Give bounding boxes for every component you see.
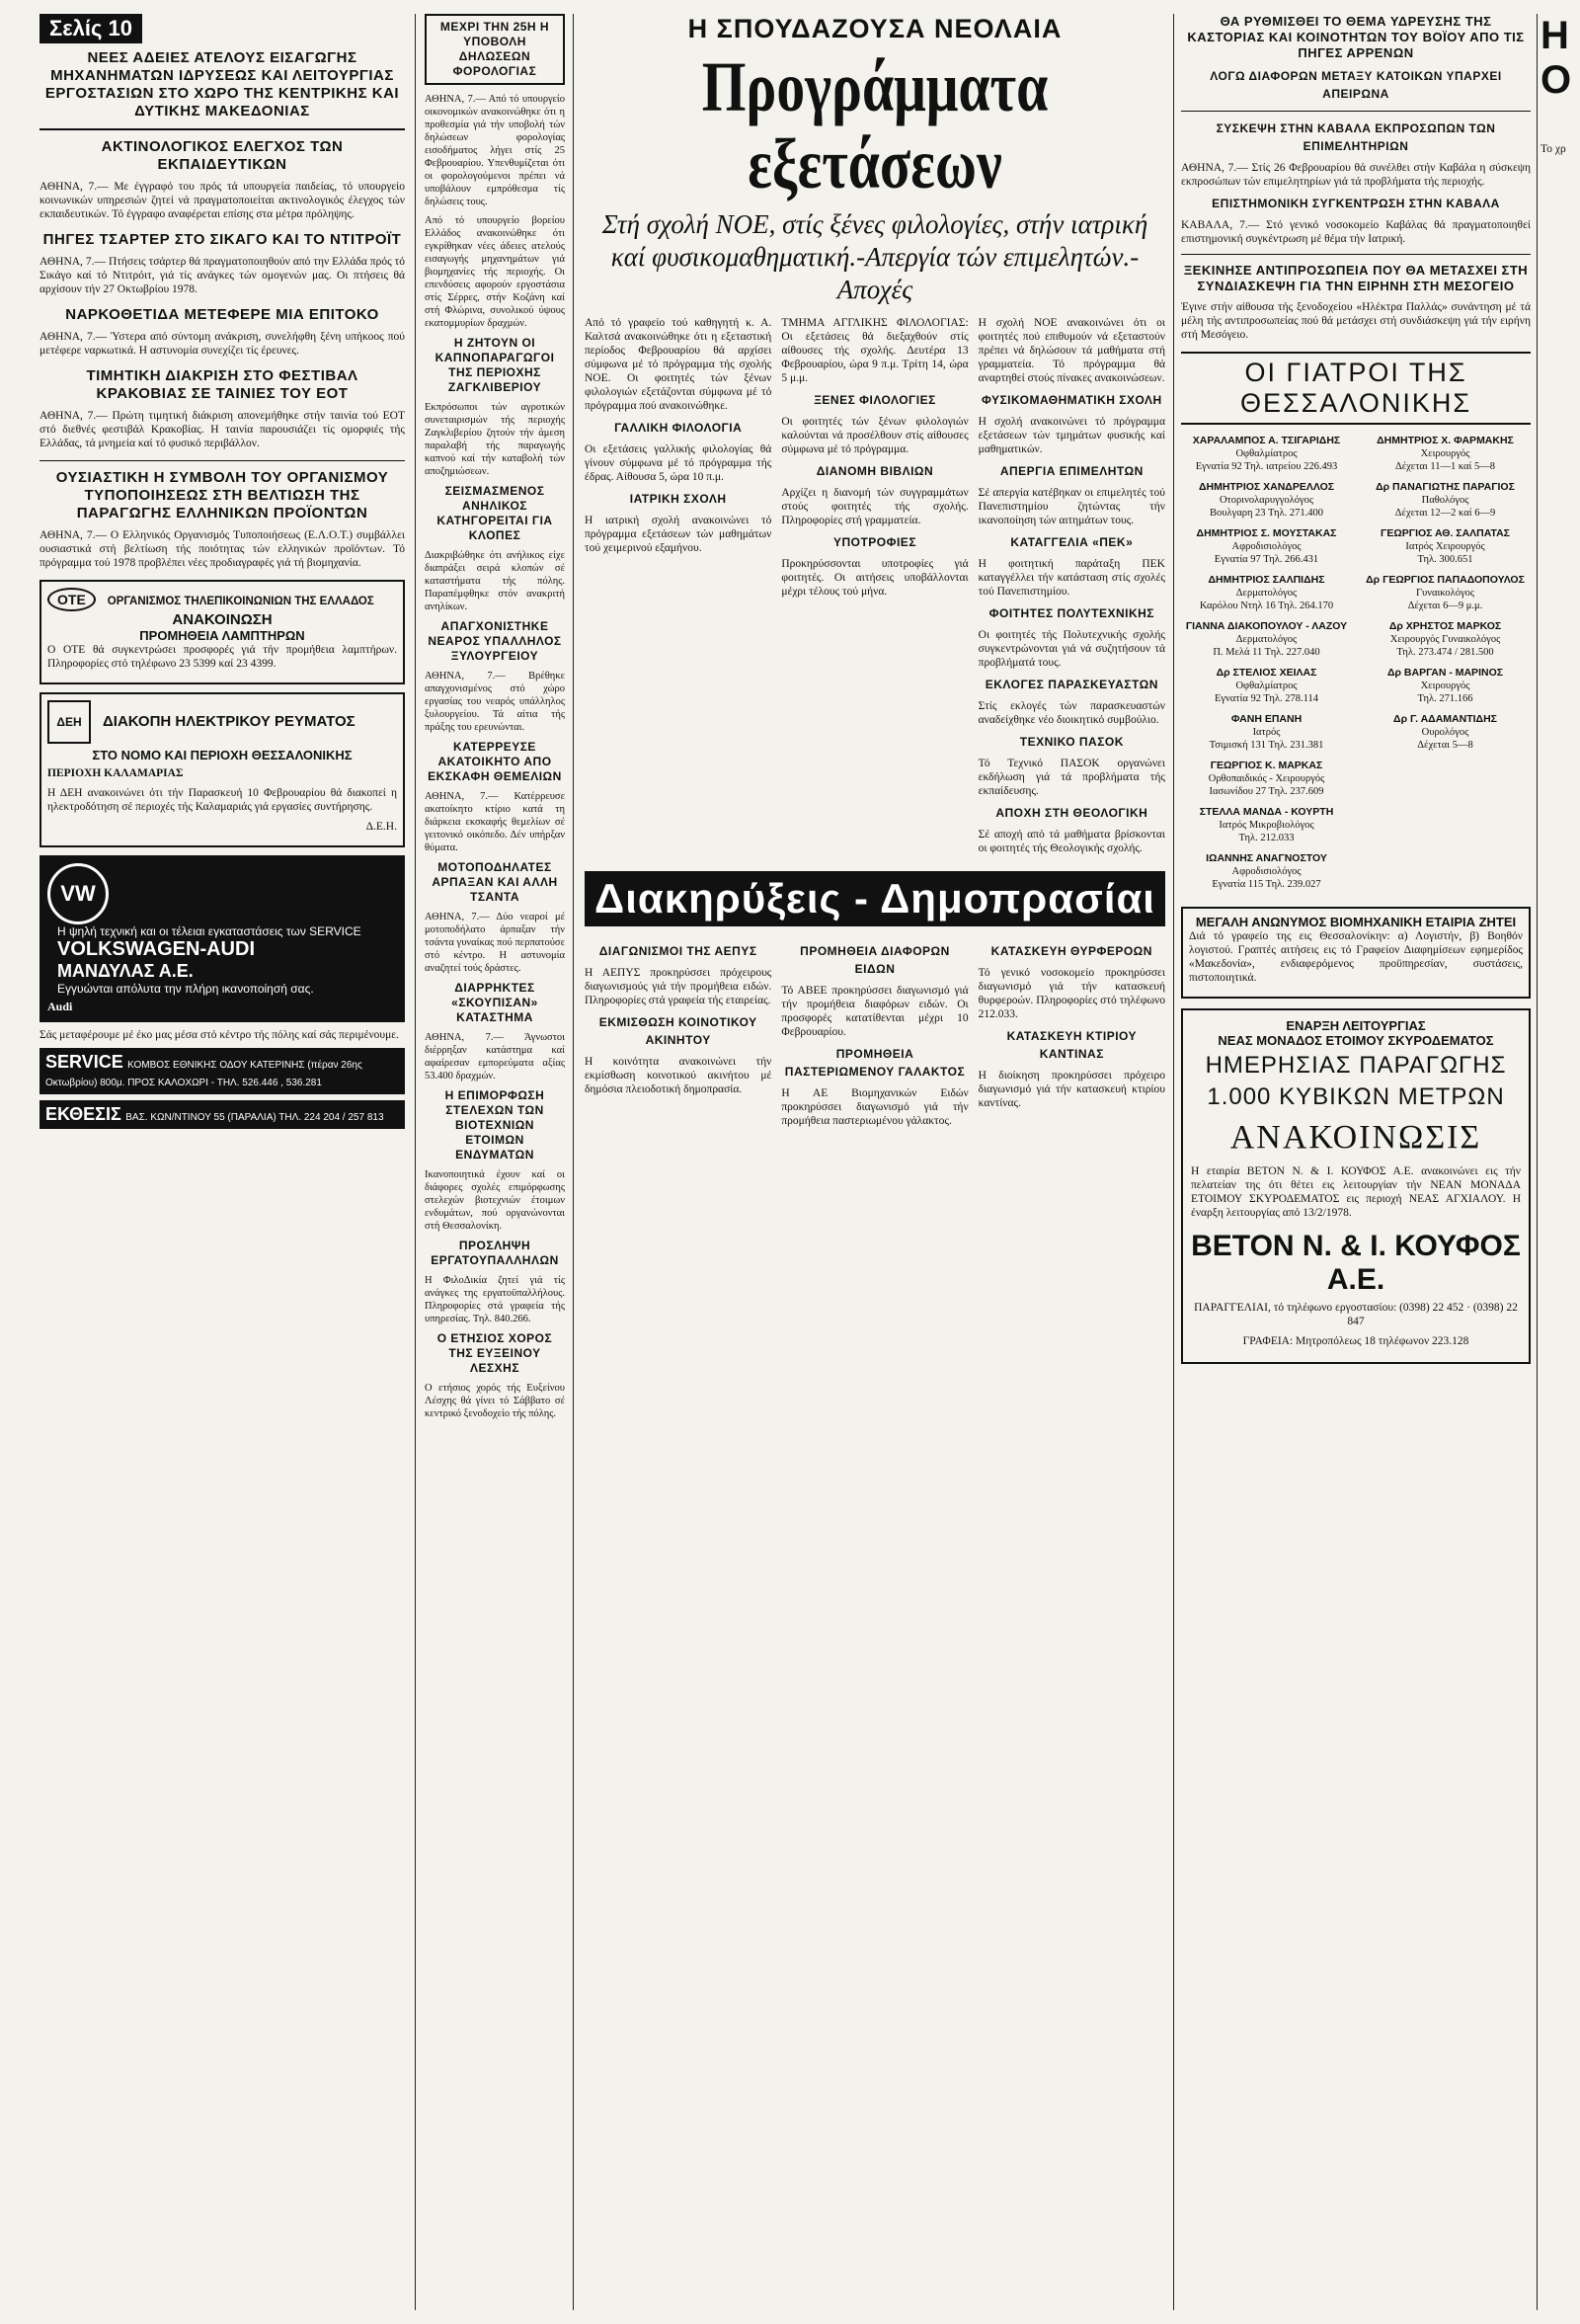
doctor-name: Δρ ΓΕΩΡΓΙΟΣ ΠΑΠΑΔΟΠΟΥΛΟΣ: [1366, 574, 1525, 586]
tenders-banner: Διακηρύξεις - Δημοπρασίαι: [585, 871, 1165, 926]
ote-logo: ΟΤΕ: [47, 588, 96, 611]
doctor-spec: Ιατρός Χειρουργός: [1405, 541, 1485, 552]
doctor-name: ΣΤΕΛΛΑ ΜΑΝΔΑ - ΚΟΥΡΤΗ: [1199, 806, 1334, 818]
doctor-listing: [1181, 667, 1352, 705]
column-divider: [415, 14, 416, 2310]
doctors-title: ΟΙ ΓΙΑΤΡΟΙ ΤΗΣ ΘΕΣΣΑΛΟΝΙΚΗΣ: [1181, 352, 1531, 425]
doctor-listing: [1360, 620, 1531, 659]
doctor-info: Τηλ. 271.166: [1417, 693, 1473, 704]
column-center: [585, 14, 1165, 2310]
doctor-spec: Αφροδισιολόγος: [1231, 541, 1302, 552]
doctor-listing: [1181, 806, 1352, 844]
doctor-listing: [1181, 435, 1352, 473]
service-bar: SERVICE ΚΟΜΒΟΣ ΕΘΝΙΚΗΣ ΟΔΟΥ ΚΑΤΕΡΙΝΗΣ (πέραν 26ης Οκτωβρίου) 800μ. ΠΡΟΣ ΚΑΛΟΧΩΡΙ - ΤΗΛ. 526.446 , 536.281: [40, 1048, 405, 1094]
doctor-name: Δρ ΒΑΡΓΑΝ - ΜΑΡΙΝΟΣ: [1386, 667, 1504, 679]
doctor-name: ΔΗΜΗΤΡΙΟΣ ΧΑΝΔΡΕΛΛΟΣ: [1198, 481, 1335, 493]
doctor-info: Εγνατία 92 Τηλ. 278.114: [1215, 693, 1318, 704]
doctor-name: ΓΕΩΡΓΙΟΣ ΑΘ. ΣΑΛΠΑΤΑΣ: [1381, 527, 1510, 539]
next-page-edge: Η Ο Το χρ: [1540, 14, 1572, 155]
article: ΠΗΓΕΣ ΤΣΑΡΤΕΡ ΣΤΟ ΣΙΚΑΓΟ ΚΑΙ ΤΟ ΝΤΙΤΡΟΪΤ ΑΘΗΝΑ, 7.— Πτήσεις τσάρτερ θά πραγματοποιηθούν από την Ελλάδα πρός τό Σικάγο καί τό Ντιτρόιτ, γιά τίς ανάγκες τών ομογενών μας. Οι πτήσεις θά αρχίσουν τήν 27 Οκτωβρίου 1978.: [40, 231, 405, 295]
doctor-listing: [1360, 527, 1531, 566]
doctor-name: Δρ ΧΡΗΣΤΟΣ ΜΑΡΚΟΣ: [1388, 620, 1502, 632]
column-divider: [1173, 14, 1174, 2310]
doctor-listing: [1181, 481, 1352, 520]
doctor-listing: [1181, 760, 1352, 798]
doctor-spec: Οτορινολαρυγγολόγος: [1219, 495, 1314, 506]
doctor-spec: Δερματολόγος: [1235, 588, 1298, 599]
dei-ad: ΔΕΗ ΔΙΑΚΟΠΗ ΗΛΕΚΤΡΙΚΟΥ ΡΕΥΜΑΤΟΣ ΣΤΟ ΝΟΜΟ ΚΑΙ ΠΕΡΙΟΧΗ ΘΕΣΣΑΛΟΝΙΚΗΣ ΠΕΡΙΟΧΗ ΚΑΛΑΜΑΡΙΑΣ Η ΔΕΗ ανακοινώνει ότι τήν Παρασκευή 10 Φεβρουαρίου θά διακοπεί η ηλεκτροδότηση σέ περιοχές τής Καλαμαριάς γιά εργασίες συντήρησης. Δ.Ε.Η.: [40, 692, 405, 847]
doctor-spec: Γυναικολόγος: [1415, 588, 1475, 599]
kicker: Η ΣΠΟΥΔΑΖΟΥΣΑ ΝΕΟΛΑΙΑ: [687, 14, 1063, 43]
section-badge: Σελίς 10: [40, 14, 142, 43]
article: ΑΚΤΙΝΟΛΟΓΙΚΟΣ ΕΛΕΓΧΟΣ ΤΩΝ ΕΚΠΑΙΔΕΥΤΙΚΩΝ ΑΘΗΝΑ, 7.— Με έγγραφό του πρός τά υπουργεία παιδείας, τό υπουργείο κοινωνικών υπηρεσιών ζητεί νά πραγματοποιείται ακτινολογικός έλεγχος τών εκπαιδευτικών. Τό έγγραφο αναφέρεται επίσης στα μέτρα πρόληψης.: [40, 138, 405, 220]
doctor-listing: [1181, 852, 1352, 891]
doctor-name: ΧΑΡΑΛΑΜΠΟΣ Α. ΤΣΙΓΑΡΙΔΗΣ: [1192, 435, 1341, 446]
doctor-listing: [1360, 713, 1531, 752]
doctors-directory: [1181, 435, 1531, 899]
doctor-info: Δέχεται 5—8: [1417, 740, 1473, 751]
doctor-name: ΓΕΩΡΓΙΟΣ Κ. ΜΑΡΚΑΣ: [1210, 760, 1323, 771]
doctor-name: Δρ ΠΑΝΑΓΙΩΤΗΣ ΠΑΡΑΓΙΟΣ: [1376, 481, 1515, 493]
column-second: ΜΕΧΡΙ ΤΗΝ 25Η Η ΥΠΟΒΟΛΗ ΔΗΛΩΣΕΩΝ ΦΟΡΟΛΟΓΙΑΣ ΑΘΗΝΑ, 7.— Από τό υπουργείο οικονομικών ανακοινώθηκε ότι η προθεσμία γιά τήν υποβολή τών δηλώσεων φορολογίας εισοδήματος λήγει στίς 25 Φεβρουαρίου. Υπενθυμίζεται ότι οι φορολογούμενοι πρέπει νά υποβάλουν εμπρόθεσμα τίς δηλώσεις τους. Από τό υπουργείο βορείου Ελλάδος ανακοινώθηκε ότι εγκρίθηκαν νέες άδειες ατελούς εισαγωγής μηχανημάτων γιά βιομηχανίες τής περιοχής. Οι επενδύσεις αφορούν εργοστάσια στίς Σέρρες, στήν Κοζάνη καί στή Φλώρινα, συνολικού ύψους εκατομμυρίων δραχμών. Η ΖΗΤΟΥΝ ΟΙ ΚΑΠΝΟΠΑΡΑΓΩΓΟΙ ΤΗΣ ΠΕΡΙΟΧΗΣ ΖΑΓΚΛΙΒΕΡΙΟΥ Εκπρόσωποι τών αγροτικών συνεταιρισμών τής περιοχής Ζαγκλιβερίου ζητούν τήν άμεση παραλαβή τής παραγωγής καπνού καί τήν καταβολή τών αποζημιώσεων. ΣΕΙΣΜΑΣΜΕΝΟΣ ΑΝΗΛΙΚΟΣ ΚΑΤΗΓΟΡΕΙΤΑΙ ΓΙΑ ΚΛΟΠΕΣ Διακριβώθηκε ότι ανήλικος είχε διαπράξει σειρά κλοπών σέ καταστήματα τής πόλης. Παραπέμφθηκε στόν ανακριτή ανηλίκων. ΑΠΑΓΧΟΝΙΣΤΗΚΕ ΝΕΑΡΟΣ ΥΠΑΛΛΗΛΟΣ ΞΥΛΟΥΡΓΕΙΟΥ ΑΘΗΝΑ, 7.— Βρέθηκε απαγχονισμένος στό χώρο εργασίας του νεαρός υπάλληλος ξυλουργείου. Τά αίτια τής πράξης του ερευνώνται. ΚΑΤΕΡΡΕΥΣΕ ΑΚΑΤΟΙΚΗΤΟ ΑΠΟ ΕΚΣΚΑΦΗ ΘΕΜΕΛΙΩΝ ΑΘΗΝΑ, 7.— Κατέρρευσε ακατοίκητο κτίριο κατά τη διάρκεια εκσκαφής θεμελίων σέ γειτονικό οικόπεδο. Δέν υπήρξαν θύματα. ΜΟΤΟΠΟΔΗΛΑΤΕΣ ΑΡΠΑΞΑΝ ΚΑΙ ΑΛΛΗ ΤΣΑΝΤΑ ΑΘΗΝΑ, 7.— Δύο νεαροί μέ μοτοποδήλατο άρπαξαν τήν τσάντα γυναίκας πού περπατούσε στό κέντρο. Η αστυνομία αναζητεί τούς δράστες. ΔΙΑΡΡΗΚΤΕΣ «ΣΚΟΥΠΙΣΑΝ» ΚΑΤΑΣΤΗΜΑ ΑΘΗΝΑ, 7.— Άγνωστοι διέρρηξαν κατάστημα καί αφαίρεσαν εμπορεύματα αξίας 53.400 δραχμών. Η ΕΠΙΜΟΡΦΩΣΗ ΣΤΕΛΕΧΩΝ ΤΩΝ ΒΙΟΤΕΧΝΙΩΝ ΕΤΟΙΜΩΝ ΕΝΔΥΜΑΤΩΝ Ικανοποιητικά έχουν καί οι διάφορες σχολές επιμόρφωσης στελεχών βιοτεχνιών έτοιμων ενδυμάτων, πού οργανώνονται στή Θεσσαλονίκη. ΠΡΟΣΛΗΨΗ ΕΡΓΑΤΟΥΠΑΛΛΗΛΩΝ Η ΦιλοΔικία ζητεί γιά τίς ανάγκες της εργατοϋπαλλήλους. Πληροφορίες στά γραφεία τής υπηρεσίας. Τηλ. 840.266. Ο ΕΤΗΣΙΟΣ ΧΟΡΟΣ ΤΗΣ ΕΥΞΕΙΝΟΥ ΛΕΣΧΗΣ Ο ετήσιος χορός τής Ευξείνου Λέσχης θά γίνει τό Σάββατο σέ κεντρικό ξενοδοχείο τής πόλης.: [425, 14, 565, 2310]
doctor-info: Δέχεται 6—9 μ.μ.: [1407, 601, 1483, 611]
doctor-name: ΓΙΑΝΝΑ ΔΙΑΚΟΠΟΥΛΟΥ - ΛΑΖΟΥ: [1185, 620, 1348, 632]
tenders: ΔΙΑΓΩΝΙΣΜΟΙ ΤΗΣ ΑΕΠΥΣ Η ΑΕΠΥΣ προκηρύσσει πρόχειρους διαγωνισμούς γιά τήν προμήθεια ειδών. Πληροφορίες στά γραφεία τής εταιρείας. ΕΚΜΙΣΘΩΣΗ ΚΟΙΝΟΤΙΚΟΥ ΑΚΙΝΗΤΟΥ Η κοινότητα ανακοινώνει τήν εκμίσθωση κοινοτικού ακινήτου μέ δημόσια πλειοδοτική δημοπρασία. ΠΡΟΜΗΘΕΙΑ ΔΙΑΦΟΡΩΝ ΕΙΔΩΝ Τό ΑΒΕΕ προκηρύσσει διαγωνισμό γιά τήν προμήθεια διαφόρων ειδών. Οι προσφορές κατατίθενται μέχρι 10 Φεβρουαρίου. ΠΡΟΜΗΘΕΙΑ ΠΑΣΤΕΡΙΩΜΕΝΟΥ ΓΑΛΑΚΤΟΣ Η ΑΕ Βιομηχανικών Ειδών προκηρύσσει διαγωνισμό γιά τήν προμήθεια παστεριωμένου γάλακτος. ΚΑΤΑΣΚΕΥΗ ΘΥΡΦΕΡΟΩΝ Τό γενικό νοσοκομείο προκηρύσσει διαγωνισμό γιά τήν κατασκευή θυρφεροών. Πληροφορίες στό τηλέφωνο 212.033. ΚΑΤΑΣΚΕΥΗ ΚΤΙΡΙΟΥ ΚΑΝΤΙΝΑΣ Η διοίκηση προκηρύσσει πρόχειρο διαγωνισμό γιά τήν κατασκευή κτιρίου καντίνας.: [585, 944, 1165, 1127]
doctor-spec: Αφροδισιολόγος: [1231, 866, 1302, 877]
doctor-listing: [1181, 574, 1352, 612]
doctor-info: Τηλ. 273.474 / 281.500: [1396, 647, 1494, 658]
doctor-spec: Χειρουργός: [1420, 448, 1470, 459]
job-ad: ΜΕΓΑΛΗ ΑΝΩΝΥΜΟΣ ΒΙΟΜΗΧΑΝΙΚΗ ΕΤΑΙΡΙΑ ΖΗΤΕΙ Διά τό γραφείο της εις Θεσσαλονίκην: α) Λογιστήν, β) Βοηθόν λογιστού. Γραπτές αιτήσεις εις τό Γραφείον Διαφημίσεων εφημερίδος «Μακεδονία», ενδιαφερόμενος προϋπηρεσίαν, συστάσεις, πιστοποιητικά.: [1181, 907, 1531, 999]
doctor-info: Εγνατία 97 Τηλ. 266.431: [1214, 554, 1319, 565]
article: ΤΙΜΗΤΙΚΗ ΔΙΑΚΡΙΣΗ ΣΤΟ ΦΕΣΤΙΒΑΛ ΚΡΑΚΟΒΙΑΣ ΣΕ ΤΑΙΝΙΕΣ ΤΟΥ ΕΟΤ ΑΘΗΝΑ, 7.— Πρώτη τιμητική διάκριση απονεμήθηκε στήν ταινία τού ΕΟΤ στό διεθνές φεστιβάλ Κρακοβίας. Η ταινία παρουσιάζει τίς ομορφιές τής Ελλάδας, τά μνημεία καί τό φυσικό περιβάλλον.: [40, 367, 405, 449]
main-headline: Προγράμματα εξετάσεων: [701, 47, 1049, 203]
doctor-listing: [1181, 527, 1352, 566]
dei-logo: ΔΕΗ: [47, 700, 91, 744]
doctor-name: ΔΗΜΗΤΡΙΟΣ ΣΑΛΠΙΔΗΣ: [1208, 574, 1325, 586]
doctor-spec: Ορθοπαιδικός - Χειρουργός: [1208, 773, 1325, 784]
column-left: Σελίς 10 ΝΕΕΣ ΑΔΕΙΕΣ ΑΤΕΛΟΥΣ ΕΙΣΑΓΩΓΗΣ ΜΗΧΑΝΗΜΑΤΩΝ ΙΔΡΥΣΕΩΣ ΚΑΙ ΛΕΙΤΟΥΡΓΙΑΣ ΕΡΓΟΣΤΑΣΙΩΝ ΣΤΟ ΧΩΡΟ ΤΗΣ ΚΕΝΤΡΙΚΗΣ ΚΑΙ ΔΥΤΙΚΗΣ ΜΑΚΕΔΟΝΙΑΣ ΑΚΤΙΝΟΛΟΓΙΚΟΣ ΕΛΕΓΧΟΣ ΤΩΝ ΕΚΠΑΙΔΕΥΤΙΚΩΝ ΑΘΗΝΑ, 7.— Με έγγραφό του πρός τά υπουργεία παιδείας, τό υπουργείο κοινωνικών υπηρεσιών ζητεί νά πραγματοποιείται ακτινολογικός έλεγχος τών εκπαιδευτικών. Τό έγγραφο αναφέρεται επίσης στα μέτρα πρόληψης. ΠΗΓΕΣ ΤΣΑΡΤΕΡ ΣΤΟ ΣΙΚΑΓΟ ΚΑΙ ΤΟ ΝΤΙΤΡΟΪΤ ΑΘΗΝΑ, 7.— Πτήσεις τσάρτερ θά πραγματοποιηθούν από την Ελλάδα πρός τό Σικάγο καί τό Ντιτρόιτ, γιά τίς ανάγκες τών ομογενών μας. Οι πτήσεις θά αρχίσουν τήν 27 Οκτωβρίου 1978. ΝΑΡΚΟΘΕΤΙΔΑ ΜΕΤΕΦΕΡΕ ΜΙΑ ΕΠΙΤΟΚΟ ΑΘΗΝΑ, 7.— Ύστερα από σύντομη ανάκριση, συνελήφθη ξένη υπήκοος πού μετέφερε ναρκωτικά. Η αστυνομία συνεχίζει τίς έρευνες. ΤΙΜΗΤΙΚΗ ΔΙΑΚΡΙΣΗ ΣΤΟ ΦΕΣΤΙΒΑΛ ΚΡΑΚΟΒΙΑΣ ΣΕ ΤΑΙΝΙΕΣ ΤΟΥ ΕΟΤ ΑΘΗΝΑ, 7.— Πρώτη τιμητική διάκριση απονεμήθηκε στήν ταινία τού ΕΟΤ στό διεθνές φεστιβάλ Κρακοβίας. Η ταινία παρουσιάζει τίς ομορφιές τής Ελλάδας, τά μνημεία καί τό φυσικό περιβάλλον. ΟΥΣΙΑΣΤΙΚΗ Η ΣΥΜΒΟΛΗ ΤΟΥ ΟΡΓΑΝΙΣΜΟΥ ΤΥΠΟΠΟΙΗΣΕΩΣ ΣΤΗ ΒΕΛΤΙΩΣΗ ΤΗΣ ΠΑΡΑΓΩΓΗΣ ΕΛΛΗΝΙΚΩΝ ΠΡΟΪΟΝΤΩΝ ΑΘΗΝΑ, 7.— Ο Ελληνικός Οργανισμός Τυποποιήσεως (Ε.Λ.Ο.Τ.) συμβάλλει ουσιαστικά στή βελτίωση τής ποιότητας τών ελληνικών προϊόντων. Τό πρόγραμμα τού 1978 προβλέπει νέες προδιαγραφές γιά τή βιομηχανία. ΟΤΕ ΟΡΓΑΝΙΣΜΟΣ ΤΗΛΕΠΙΚΟΙΝΩΝΙΩΝ ΤΗΣ ΕΛΛΑΔΟΣ ΑΝΑΚΟΙΝΩΣΗ ΠΡΟΜΗΘΕΙΑ ΛΑΜΠΤΗΡΩΝ Ο ΟΤΕ θά συγκεντρώσει προσφορές γιά τήν προμήθεια λαμπτήρων. Πληροφορίες στό τηλέφωνο 23 5399 καί 23 4399. ΔΕΗ ΔΙΑΚΟΠΗ ΗΛΕΚΤΡΙΚΟΥ ΡΕΥΜΑΤΟΣ ΣΤΟ ΝΟΜΟ ΚΑΙ ΠΕΡΙΟΧΗ ΘΕΣΣΑΛΟΝΙΚΗΣ ΠΕΡΙΟΧΗ ΚΑΛΑΜΑΡΙΑΣ Η ΔΕΗ ανακοινώνει ότι τήν Παρασκευή 10 Φεβρουαρίου θά διακοπεί η ηλεκτροδότηση σέ περιοχές τής Καλαμαριάς γιά εργασίες συντήρησης. Δ.Ε.Η. VW Η ψηλή τεχνική και οι τέλειαι εγκαταστάσεις των SERVICE VOLKSWAGEN-AUDI ΜΑΝΔΥΛΑΣ Α.Ε. Εγγυώνται απόλυτα την πλήρη ικανοποίησή σας. Audi Σάς μεταφέρουμε μέ έκο μας μέσα στό κέντρο τής πόλης καί σάς περιμένουμε. SERVICE ΚΟΜΒΟΣ ΕΘΝΙΚΗΣ ΟΔΟΥ ΚΑΤΕΡΙΝΗΣ (πέραν 26ης Οκτωβρίου) 800μ. ΠΡΟΣ ΚΑΛΟΧΩΡΙ - ΤΗΛ. 526.446 , 536.281 ΕΚΘΕΣΙΣ ΒΑΣ. ΚΩΝ/ΝΤΙΝΟΥ 55 (ΠΑΡΑΛΙΑ) ΤΗΛ. 224 204 / 257 813: [40, 14, 405, 2310]
concrete-ad: ΕΝΑΡΞΗ ΛΕΙΤΟΥΡΓΙΑΣ ΝΕΑΣ ΜΟΝΑΔΟΣ ΕΤΟΙΜΟΥ ΣΚΥΡΟΔΕΜΑΤΟΣ ΗΜΕΡΗΣΙΑΣ ΠΑΡΑΓΩΓΗΣ 1.000 ΚΥΒΙΚΩΝ ΜΕΤΡΩΝ ΑΝΑΚΟΙΝΩΣΙΣ Η εταιρία ΒΕΤΟΝ Ν. & Ι. ΚΟΥΦΟΣ Α.Ε. ανακοινώνει εις τήν πελατείαν της ότι θέτει εις λειτουργίαν τήν ΝΕΑΝ ΜΟΝΑΔΑ ΕΤΟΙΜΟΥ ΣΚΥΡΟΔΕΜΑΤΟΣ εις περιοχή ΝΕΑΣ ΑΓΧΙΑΛΟΥ. Η έναρξη λειτουργίας από 13/2/1978. ΒΕΤΟΝ Ν. & Ι. ΚΟΥΦΟΣ Α.Ε. ΠΑΡΑΓΓΕΛΙΑΙ, τό τηλέφωνο εργοστασίου: (0398) 22 452 · (0398) 22 847 ΓΡΑΦΕΙΑ: Μητροπόλεως 18 τηλέφωνον 223.128: [1181, 1008, 1531, 1364]
doctor-spec: Ιατρός Μικροβιολόγος: [1219, 820, 1314, 831]
doctor-listing: [1360, 574, 1531, 612]
doctor-name: ΔΗΜΗΤΡΙΟΣ Χ. ΦΑΡΜΑΚΗΣ: [1377, 435, 1514, 446]
doctor-spec: Ουρολόγος: [1421, 727, 1469, 738]
doctor-info: Ιασωνίδου 27 Τηλ. 237.609: [1209, 786, 1324, 797]
doctor-spec: Χειρουργός Γυναικολόγος: [1389, 634, 1501, 645]
audi-logo: Audi: [47, 1000, 73, 1013]
doctor-info: Βουλγαρη 23 Τηλ. 271.400: [1210, 508, 1323, 519]
doctor-info: Εγνατία 115 Τηλ. 239.027: [1212, 879, 1321, 890]
doctor-name: ΙΩΑΝΝΗΣ ΑΝΑΓΝΟΣΤΟΥ: [1206, 852, 1327, 864]
doctor-name: ΔΗΜΗΤΡΙΟΣ Σ. ΜΟΥΣΤΑΚΑΣ: [1196, 527, 1337, 539]
vw-logo: VW: [47, 863, 109, 924]
center-article: Από τό γραφείο τού καθηγητή κ. Α. Καλτσά ανακοινώθηκε ότι η εξεταστική περίοδος Φεβρουαρίου θά αρχίσει σύμφωνα μέ τό πρόγραμμα τής σχολής ΝΟΕ. Οι φοιτητές τών ξένων φιλολογιών εξετάζονται σύμφωνα μέ τό πρόγραμμα πού ανακοινώθηκε. ΓΑΛΛΙΚΗ ΦΙΛΟΛΟΓΙΑ Οι εξετάσεις γαλλικής φιλολογίας θά γίνουν σύμφωνα μέ τό πρόγραμμα τής έδρας. Αίθουσα 5, ώρα 10 π.μ. ΙΑΤΡΙΚΗ ΣΧΟΛΗ Η ιατρική σχολή ανακοινώνει τό πρόγραμμα εξετάσεων τών μαθημάτων τού χειμερινού εξαμήνου. ΤΜΗΜΑ ΑΓΓΛΙΚΗΣ ΦΙΛΟΛΟΓΙΑΣ: Οι εξετάσεις θά διεξαχθούν στίς αίθουσες τής σχολής. Δευτέρα 13 Φεβρουαρίου, ώρα 9 π.μ. Τρίτη 14, ώρα 5 μ.μ. ΞΕΝΕΣ ΦΙΛΟΛΟΓΙΕΣ Οι φοιτητές τών ξένων φιλολογιών καλούνται νά προσέλθουν στίς αίθουσες σύμφωνα μέ τό πρόγραμμα. ΔΙΑΝΟΜΗ ΒΙΒΛΙΩΝ Αρχίζει η διανομή τών συγγραμμάτων στούς φοιτητές τής σχολής. Πληροφορίες στή γραμματεία. ΥΠΟΤΡΟΦΙΕΣ Προκηρύσσονται υποτροφίες γιά φοιτητές. Οι αιτήσεις υποβάλλονται μέχρι τέλους τού μήνα. Η σχολή ΝΟΕ ανακοινώνει ότι οι φοιτητές πού επιθυμούν νά εξεταστούν πρέπει νά δηλώσουν τά μαθήματα στή γραμματεία. Τό πρόγραμμα θά αναρτηθεί στούς πίνακες ανακοινώσεων. ΦΥΣΙΚΟΜΑΘΗΜΑΤΙΚΗ ΣΧΟΛΗ Η σχολή ανακοινώνει τό πρόγραμμα εξετάσεων τών τμημάτων φυσικής καί μαθηματικών. ΑΠΕΡΓΙΑ ΕΠΙΜΕΛΗΤΩΝ Σέ απεργία κατέβηκαν οι επιμελητές τού Πανεπιστημίου ζητώντας τήν ικανοποίηση τών αιτημάτων τους. ΚΑΤΑΓΓΕΛΙΑ «ΠΕΚ» Η φοιτητική παράταξη ΠΕΚ καταγγέλλει τήν κατάσταση στίς σχολές τού Πανεπιστημίου. ΦΟΙΤΗΤΕΣ ΠΟΛΥΤΕΧΝΙΚΗΣ Οι φοιτητές τής Πολυτεχνικής σχολής συγκεντρώνονται γιά νά συζητήσουν τά προβλήματά τους. ΕΚΛΟΓΕΣ ΠΑΡΑΣΚΕΥΑΣΤΩΝ Στίς εκλογές τών παρασκευαστών αναδείχθηκε νέο διοικητικό συμβούλιο. ΤΕΧΝΙΚΟ ΠΑΣΟΚ Τό Τεχνικό ΠΑΣΟΚ οργανώνει εκδήλωση γιά τά προβλήματα τής εκπαίδευσης. ΑΠΟΧΗ ΣΤΗ ΘΕΟΛΟΓΙΚΗ Σέ αποχή από τά μαθήματα βρίσκονται οι φοιτητές τής Θεολογικής σχολής.: [585, 317, 1165, 854]
doctor-spec: Δερματολόγος: [1235, 634, 1298, 645]
right-headline: ΘΑ ΡΥΘΜΙΣΘΕΙ ΤΟ ΘΕΜΑ ΥΔΡΕΥΣΗΣ ΤΗΣ ΚΑΣΤΟΡΙΑΣ ΚΑΙ ΚΟΙΝΟΤΗΤΩΝ ΤΟΥ ΒΟΪΟΥ ΑΠΟ ΤΙΣ ΠΗΓΕΣ ΑΡΡΕΝΩΝ: [1187, 14, 1525, 60]
doctor-spec: Οφθαλμίατρος: [1235, 681, 1298, 691]
doctor-spec: Παθολόγος: [1421, 495, 1469, 506]
doctor-info: Δέχεται 12—2 καί 6—9: [1394, 508, 1496, 519]
article: ΟΥΣΙΑΣΤΙΚΗ Η ΣΥΜΒΟΛΗ ΤΟΥ ΟΡΓΑΝΙΣΜΟΥ ΤΥΠΟΠΟΙΗΣΕΩΣ ΣΤΗ ΒΕΛΤΙΩΣΗ ΤΗΣ ΠΑΡΑΓΩΓΗΣ ΕΛΛΗΝΙΚΩΝ ΠΡΟΪΟΝΤΩΝ ΑΘΗΝΑ, 7.— Ο Ελληνικός Οργανισμός Τυποποιήσεως (Ε.Λ.Ο.Τ.) συμβάλλει ουσιαστικά στή βελτίωση τής ποιότητας τών ελληνικών προϊόντων. Τό πρόγραμμα τού 1978 προβλέπει νέες προδιαγραφές γιά τή βιομηχανία.: [40, 469, 405, 569]
doctor-info: Π. Μελά 11 Τηλ. 227.040: [1213, 647, 1320, 658]
expo-bar: ΕΚΘΕΣΙΣ ΒΑΣ. ΚΩΝ/ΝΤΙΝΟΥ 55 (ΠΑΡΑΛΙΑ) ΤΗΛ. 224 204 / 257 813: [40, 1100, 405, 1129]
doctor-name: Δρ Γ. ΑΔΑΜΑΝΤΙΔΗΣ: [1393, 713, 1497, 725]
doctor-listing: [1360, 667, 1531, 705]
doctor-info: Τηλ. 300.651: [1417, 554, 1473, 565]
doctor-listing: [1181, 620, 1352, 659]
tax-box: ΜΕΧΡΙ ΤΗΝ 25Η Η ΥΠΟΒΟΛΗ ΔΗΛΩΣΕΩΝ ΦΟΡΟΛΟΓΙΑΣ: [425, 14, 565, 85]
doctor-listing: [1181, 713, 1352, 752]
doctor-name: Δρ ΣΤΕΛΙΟΣ ΧΕΙΛΑΣ: [1216, 667, 1317, 679]
lead-headline: ΝΕΕΣ ΑΔΕΙΕΣ ΑΤΕΛΟΥΣ ΕΙΣΑΓΩΓΗΣ ΜΗΧΑΝΗΜΑΤΩΝ ΙΔΡΥΣΕΩΣ ΚΑΙ ΛΕΙΤΟΥΡΓΙΑΣ ΕΡΓΟΣΤΑΣΙΩΝ ΣΤΟ ΧΩΡΟ ΤΗΣ ΚΕΝΤΡΙΚΗΣ ΚΑΙ ΔΥΤΙΚΗΣ ΜΑΚΕΔΟΝΙΑΣ: [44, 49, 400, 120]
doctor-spec: Ιατρός: [1252, 727, 1281, 738]
doctor-info: Τηλ. 212.033: [1238, 833, 1295, 843]
doctor-listing: [1360, 481, 1531, 520]
subhead: Στή σχολή ΝΟΕ, στίς ξένες φιλολογίες, στήν ιατρική καί φυσικομαθηματική.-Απεργία τών επιμελητών.-Αποχές: [601, 209, 1148, 304]
doctor-spec: Οφθαλμίατρος: [1235, 448, 1298, 459]
doctor-name: ΦΑΝΗ ΕΠΑΝΗ: [1230, 713, 1303, 725]
doctor-info: Τσιμισκή 131 Τηλ. 231.381: [1209, 740, 1324, 751]
column-right: ΘΑ ΡΥΘΜΙΣΘΕΙ ΤΟ ΘΕΜΑ ΥΔΡΕΥΣΗΣ ΤΗΣ ΚΑΣΤΟΡΙΑΣ ΚΑΙ ΚΟΙΝΟΤΗΤΩΝ ΤΟΥ ΒΟΪΟΥ ΑΠΟ ΤΙΣ ΠΗΓΕΣ ΑΡΡΕΝΩΝ ΛΟΓΩ ΔΙΑΦΟΡΩΝ ΜΕΤΑΞΥ ΚΑΤΟΙΚΩΝ ΥΠΑΡΧΕΙ ΑΠΕΙΡΩΝΑ ΣΥΣΚΕΨΗ ΣΤΗΝ ΚΑΒΑΛΑ ΕΚΠΡΟΣΩΠΩΝ ΤΩΝ ΕΠΙΜΕΛΗΤΗΡΙΩΝ ΑΘΗΝΑ, 7.— Στίς 26 Φεβρουαρίου θά συνέλθει στήν Καβάλα η σύσκεψη εκπροσώπων τών επιμελητηρίων γιά τά προβλήματα τής περιοχής. ΕΠΙΣΤΗΜΟΝΙΚΗ ΣΥΓΚΕΝΤΡΩΣΗ ΣΤΗΝ ΚΑΒΑΛΑ ΚΑΒΑΛΑ, 7.— Στό γενικό νοσοκομείο Καβάλας θά πραγματοποιηθεί επιστημονική συγκέντρωση μέ θέμα τήν Ιατρική. ΞΕΚΙΝΗΣΕ ΑΝΤΙΠΡΟΣΩΠΕΙΑ ΠΟΥ ΘΑ ΜΕΤΑΣΧΕΙ ΣΤΗ ΣΥΝΔΙΑΣΚΕΨΗ ΓΙΑ ΤΗΝ ΕΙΡΗΝΗ ΣΤΗ ΜΕΣΟΓΕΙΟ Έγινε στήν αίθουσα τής ξενοδοχείου «Ηλέκτρα Παλλάς» συνάντηση μέ τά μέλη τής αντιπροσωπείας πού θά μετάσχει στή συνδιάσκεψη γιά τήν ειρήνη στή Μεσόγειο. ΟΙ ΓΙΑΤΡΟΙ ΤΗΣ ΘΕΣΣΑΛΟΝΙΚΗΣ ΧΑΡΑΛΑΜΠΟΣ Α. ΤΣΙΓΑΡΙΔΗΣ Οφθαλμίατρος Εγνατία 92 Τηλ. ιατρείου 226.493 ΔΗΜΗΤΡΙΟΣ ΧΑΝΔΡΕΛΛΟΣ Οτορινολαρυγγολόγος Βουλγαρη 23 Τηλ. 271.400 ΔΗΜΗΤΡΙΟΣ Σ. ΜΟΥΣΤΑΚΑΣ Αφροδισιολόγος Εγνατία 97 Τηλ. 266.431 ΔΗΜΗΤΡΙΟΣ ΣΑΛΠΙΔΗΣ Δερματολόγος Καρόλου Ντηλ 16 Τηλ. 264.170 ΓΙΑΝΝΑ ΔΙΑΚΟΠΟΥΛΟΥ - ΛΑΖΟΥ Δερματολόγος Π. Μελά 11 Τηλ. 227.040 Δρ ΣΤΕΛΙΟΣ ΧΕΙΛΑΣ Οφθαλμίατρος Εγνατία 92 Τηλ. 278.114 ΦΑΝΗ ΕΠΑΝΗ Ιατρός Τσιμισκή 131 Τηλ. 231.381 ΓΕΩΡΓΙΟΣ Κ. ΜΑΡΚΑΣ Ορθοπαιδικός - Χειρουργός Ιασωνίδου 27 Τηλ. 237.609 ΣΤΕΛΛΑ ΜΑΝΔΑ - ΚΟΥΡΤΗ Ιατρός Μικροβιολόγος Τηλ. 212.033 ΙΩΑΝΝΗΣ ΑΝΑΓΝΟΣΤΟΥ Αφροδισιολόγος Εγνατία 115 Τηλ. 239.027 ΔΗΜΗΤΡΙΟΣ Χ. ΦΑΡΜΑΚΗΣ Χειρουργός Δέχεται 11—1 καί 5—8 Δρ ΠΑΝΑΓΙΩΤΗΣ ΠΑΡΑΓΙΟΣ Παθολόγος Δέχεται 12—2 καί 6—9 ΓΕΩΡΓΙΟΣ ΑΘ. ΣΑΛΠΑΤΑΣ Ιατρός Χειρουργός Τηλ. 300.651 Δρ ΓΕΩΡΓΙΟΣ ΠΑΠΑΔΟΠΟΥΛΟΣ Γυναικολόγος Δέχεται 6—9 μ.μ. Δρ ΧΡΗΣΤΟΣ ΜΑΡΚΟΣ Χειρουργός Γυναικολόγος Τηλ. 273.474 / 281.500 Δρ ΒΑΡΓΑΝ - ΜΑΡΙΝΟΣ Χειρουργός Τηλ. 271.166 Δρ Γ. ΑΔΑΜΑΝΤΙΔΗΣ Ουρολόγος Δέχεται 5—8 ΜΕΓΑΛΗ ΑΝΩΝΥΜΟΣ ΒΙΟΜΗΧΑΝΙΚΗ ΕΤΑΙΡΙΑ ΖΗΤΕΙ Διά τό γραφείο της εις Θεσσαλονίκην: α) Λογιστήν, β) Βοηθόν λογιστού. Γραπτές αιτήσεις εις τό Γραφείον Διαφημίσεων εφημερίδος «Μακεδονία», ενδιαφερόμενος προϋπηρεσίαν, συστάσεις, πιστοποιητικά. ΕΝΑΡΞΗ ΛΕΙΤΟΥΡΓΙΑΣ ΝΕΑΣ ΜΟΝΑΔΟΣ ΕΤΟΙΜΟΥ ΣΚΥΡΟΔΕΜΑΤΟΣ ΗΜΕΡΗΣΙΑΣ ΠΑΡΑΓΩΓΗΣ 1.000 ΚΥΒΙΚΩΝ ΜΕΤΡΩΝ ΑΝΑΚΟΙΝΩΣΙΣ Η εταιρία ΒΕΤΟΝ Ν. & Ι. ΚΟΥΦΟΣ Α.Ε. ανακοινώνει εις τήν πελατείαν της ότι θέτει εις λειτουργίαν τήν ΝΕΑΝ ΜΟΝΑΔΑ ΕΤΟΙΜΟΥ ΣΚΥΡΟΔΕΜΑΤΟΣ εις περιοχή ΝΕΑΣ ΑΓΧΙΑΛΟΥ. Η έναρξη λειτουργίας από 13/2/1978. ΒΕΤΟΝ Ν. & Ι. ΚΟΥΦΟΣ Α.Ε. ΠΑΡΑΓΓΕΛΙΑΙ, τό τηλέφωνο εργοστασίου: (0398) 22 452 · (0398) 22 847 ΓΡΑΦΕΙΑ: Μητροπόλεως 18 τηλέφωνον 223.128: [1181, 14, 1531, 2310]
article: ΝΑΡΚΟΘΕΤΙΔΑ ΜΕΤΕΦΕΡΕ ΜΙΑ ΕΠΙΤΟΚΟ ΑΘΗΝΑ, 7.— Ύστερα από σύντομη ανάκριση, συνελήφθη ξένη υπήκοος πού μετέφερε ναρκωτικά. Η αστυνομία συνεχίζει τίς έρευνες.: [40, 306, 405, 357]
doctor-info: Καρόλου Ντηλ 16 Τηλ. 264.170: [1199, 601, 1334, 611]
doctor-listing: [1360, 435, 1531, 473]
ote-ad: ΟΤΕ ΟΡΓΑΝΙΣΜΟΣ ΤΗΛΕΠΙΚΟΙΝΩΝΙΩΝ ΤΗΣ ΕΛΛΑΔΟΣ ΑΝΑΚΟΙΝΩΣΗ ΠΡΟΜΗΘΕΙΑ ΛΑΜΠΤΗΡΩΝ Ο ΟΤΕ θά συγκεντρώσει προσφορές γιά τήν προμήθεια λαμπτήρων. Πληροφορίες στό τηλέφωνο 23 5399 καί 23 4399.: [40, 580, 405, 684]
column-divider: [1537, 14, 1538, 2310]
doctor-spec: Χειρουργός: [1420, 681, 1470, 691]
doctor-info: Δέχεται 11—1 καί 5—8: [1394, 461, 1496, 472]
doctor-info: Εγνατία 92 Τηλ. ιατρείου 226.493: [1195, 461, 1338, 472]
column-divider: [573, 14, 574, 2310]
vw-ad: VW Η ψηλή τεχνική και οι τέλειαι εγκαταστάσεις των SERVICE VOLKSWAGEN-AUDI ΜΑΝΔΥΛΑΣ Α.Ε. Εγγυώνται απόλυτα την πλήρη ικανοποίησή σας. Audi: [40, 855, 405, 1022]
